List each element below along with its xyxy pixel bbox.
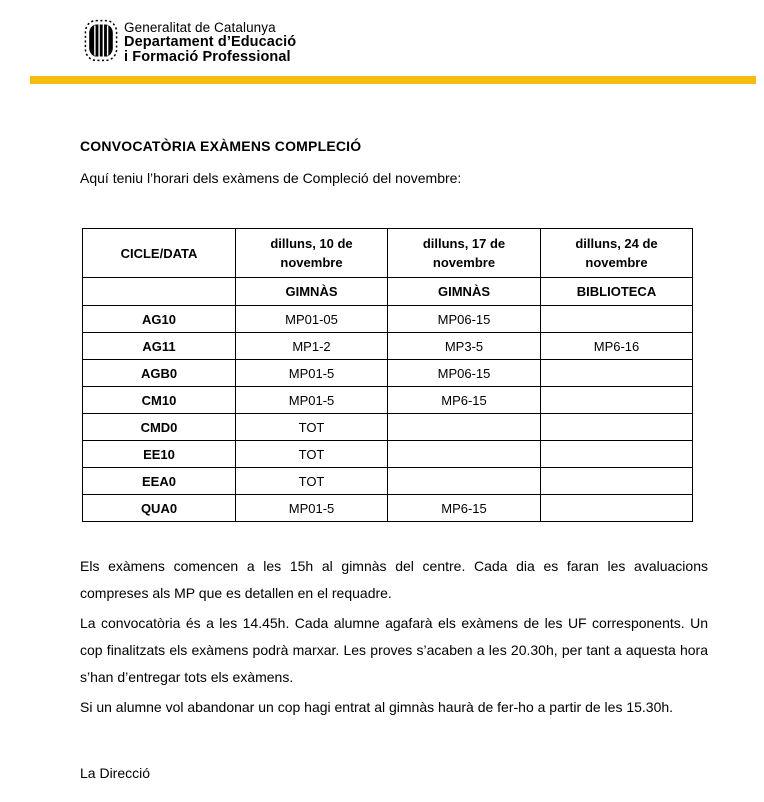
cycle-cell: AG10 <box>83 306 236 333</box>
exam-cell: TOT <box>236 468 388 495</box>
header-cell-location-3: BIBLIOTECA <box>541 278 693 306</box>
header-cell-location-1: GIMNÀS <box>236 278 388 306</box>
header-cell-date-3: dilluns, 24 de novembre <box>541 229 693 278</box>
table-row <box>83 441 693 468</box>
exam-cell <box>541 441 693 468</box>
signature: La Direcció <box>80 765 151 781</box>
exam-cell <box>541 360 693 387</box>
org-name-line3: i Formació Professional <box>124 48 291 65</box>
table-row <box>83 387 693 414</box>
cycle-cell: CM10 <box>83 387 236 414</box>
cycle-cell: AG11 <box>83 333 236 360</box>
header-cell-location-2: GIMNÀS <box>388 278 541 306</box>
exam-cell: TOT <box>236 414 388 441</box>
exam-cell: MP06-15 <box>388 306 541 333</box>
cycle-cell: AGB0 <box>83 360 236 387</box>
paragraph-exam-start: Els exàmens comencen a les 15h al gimnàs del centre. Cada dia es faran les avaluacions compreses als MP que es detallen en el requadre. <box>80 558 708 601</box>
header-cell-date-1: dilluns, 10 de novembre <box>236 229 388 278</box>
senyera-shield-icon <box>84 19 118 62</box>
table-row <box>83 360 693 387</box>
exam-cell: MP01-5 <box>236 360 388 387</box>
document-body <box>0 138 764 781</box>
header-cell-empty <box>83 278 236 306</box>
exam-cell: MP1-2 <box>236 333 388 360</box>
cycle-cell: QUA0 <box>83 495 236 522</box>
table-row <box>83 495 693 522</box>
exam-cell: MP01-5 <box>236 495 388 522</box>
table-row <box>83 414 693 441</box>
exam-cell <box>541 495 693 522</box>
exam-cell <box>388 468 541 495</box>
cycle-cell: EE10 <box>83 441 236 468</box>
table-header-row-dates <box>83 229 693 278</box>
exam-cell <box>541 468 693 495</box>
document-title: CONVOCATÒRIA EXÀMENS COMPLECIÓ <box>80 138 362 154</box>
table-header-row-locations <box>83 278 693 306</box>
exam-cell: MP6-15 <box>388 387 541 414</box>
org-name-line2: Departament d’Educació <box>124 34 297 50</box>
header-cell-cicle-data: CICLE/DATA <box>83 229 236 278</box>
cycle-cell: EEA0 <box>83 468 236 495</box>
org-names <box>124 19 296 64</box>
exam-cell: MP3-5 <box>388 333 541 360</box>
table-row <box>83 468 693 495</box>
exam-cell: TOT <box>236 441 388 468</box>
paragraph-convocatoria: La convocatòria és a les 14.45h. Cada alumne agafarà els exàmens de les UF corresponents. Un cop finalitzats els exàmens podrà marxar. Les proves s’acaben a les 20.30h, per tant a aquesta hora s’han d’entregar tots els exàmens. <box>80 615 708 685</box>
exam-cell: MP06-15 <box>388 360 541 387</box>
yellow-accent-bar <box>30 76 756 84</box>
exam-cell: MP6-16 <box>541 333 693 360</box>
table-row <box>83 306 693 333</box>
table-row <box>83 333 693 360</box>
body-paragraphs <box>80 553 708 721</box>
cycle-cell: CMD0 <box>83 414 236 441</box>
header-cell-date-2: dilluns, 17 de novembre <box>388 229 541 278</box>
exam-cell <box>388 441 541 468</box>
intro-paragraph: Aquí teniu l’horari dels exàmens de Compleció del novembre: <box>80 170 462 186</box>
exam-cell <box>388 414 541 441</box>
letterhead <box>0 0 764 84</box>
exam-cell: MP6-15 <box>388 495 541 522</box>
exam-cell <box>541 306 693 333</box>
letterhead-logo-block <box>0 0 764 64</box>
exam-cell: MP01-05 <box>236 306 388 333</box>
paragraph-abandon-rule: Si un alumne vol abandonar un cop hagi entrat al gimnàs haurà de fer-ho a partir de les 15.30h. <box>80 699 674 715</box>
exam-schedule-table <box>82 228 693 522</box>
exam-cell <box>541 414 693 441</box>
exam-cell: MP01-5 <box>236 387 388 414</box>
org-name-line1: Generalitat de Catalunya <box>124 20 276 35</box>
exam-cell <box>541 387 693 414</box>
